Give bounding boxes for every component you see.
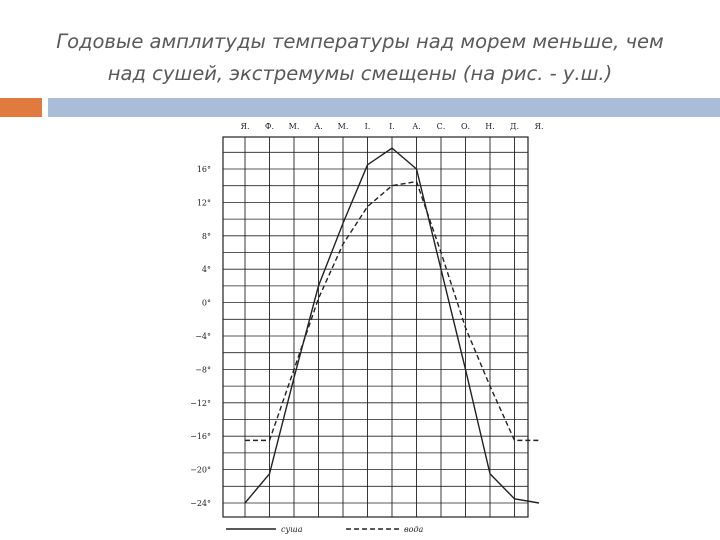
y-tick-label: 12°: [196, 198, 211, 208]
y-tick-label: 0°: [201, 298, 211, 308]
month-label: А.: [314, 122, 323, 131]
month-label: М.: [337, 122, 349, 131]
month-label: А.: [412, 122, 421, 131]
chart-frame: [223, 137, 528, 517]
month-label: І.: [389, 122, 395, 131]
chart-legend: [226, 525, 424, 534]
month-label: Ф.: [264, 122, 275, 131]
y-axis-tick-labels: [190, 165, 211, 508]
y-tick-label: 16°: [196, 165, 211, 174]
temperature-chart-figure: [178, 117, 542, 540]
y-tick-label: −12°: [190, 398, 211, 408]
month-label: Я.: [534, 122, 544, 131]
y-tick-label: −16°: [190, 432, 211, 442]
slide-title-line-2: над сушей, экстремумы смещены (на рис. - у.ш.): [107, 62, 613, 85]
accent-bar-blue: [48, 98, 720, 117]
month-axis-labels: [240, 122, 543, 131]
slide-title: [20, 26, 700, 90]
y-tick-label: −24°: [190, 499, 211, 508]
legend-label: суша: [281, 525, 303, 534]
month-label: Д.: [509, 122, 520, 131]
temperature-line-chart: [178, 117, 542, 540]
y-tick-label: 8°: [201, 231, 211, 241]
y-tick-label: 4°: [201, 265, 211, 275]
month-label: І.: [364, 122, 371, 131]
accent-bar-orange: [0, 98, 42, 117]
y-tick-label: −20°: [190, 465, 211, 475]
legend-label: вода: [404, 525, 424, 534]
month-label: Н.: [485, 122, 495, 131]
month-label: Я.: [240, 122, 250, 131]
chart-grid: [223, 137, 528, 517]
month-label: С.: [436, 122, 446, 131]
month-label: О.: [460, 122, 471, 131]
month-label: М.: [288, 122, 300, 131]
y-tick-label: −4°: [195, 332, 211, 341]
y-tick-label: −8°: [195, 365, 211, 375]
slide-title-line-1: Годовые амплитуды температуры над морем меньше, чем: [56, 30, 664, 53]
